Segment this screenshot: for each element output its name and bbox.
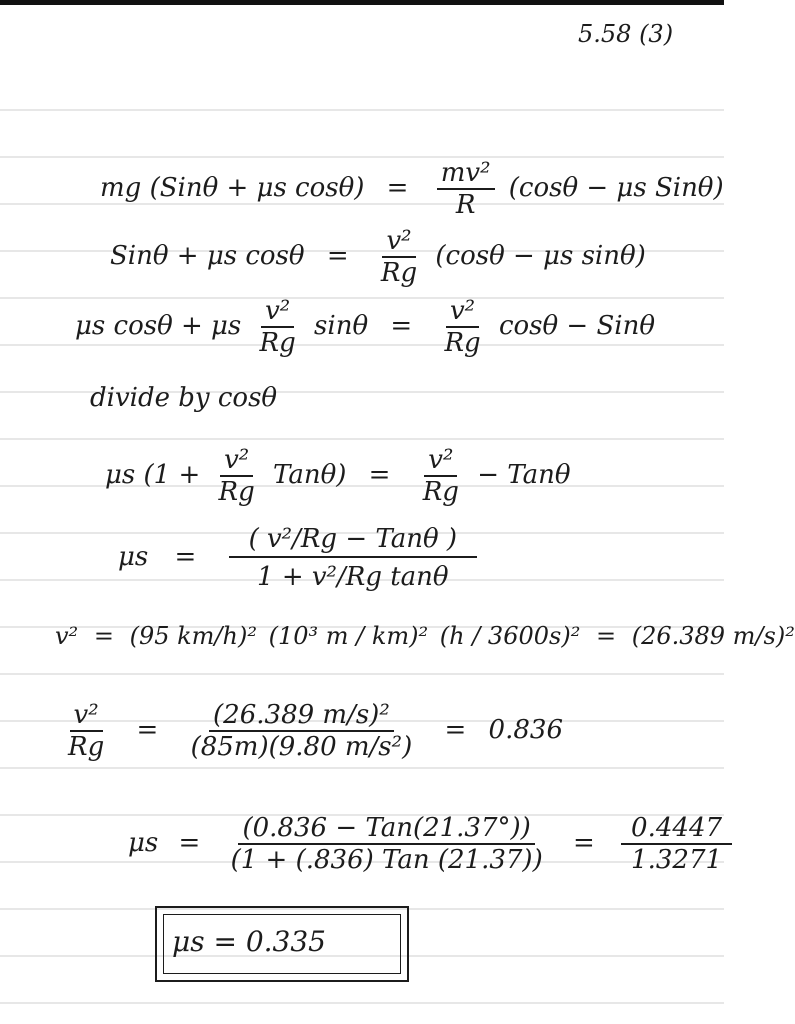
final-answer: μs = 0.335 [172,925,326,958]
eq3-fraction-1-numerator: v² [261,298,294,328]
eq9-equals-2: = [572,828,595,858]
eq9-fraction-denominator: (1 + (.836) Tan (21.37)) [230,845,543,875]
eq5-equals: = [368,460,391,490]
eq2-rhs: (cosθ − μs sinθ) [435,241,646,271]
eq8-result: 0.836 [488,715,563,745]
eq3-fraction-2-denominator: Rg [444,328,481,358]
eq8-lhs-fraction [64,702,108,760]
eq5-fraction-2 [419,447,463,505]
eq7-lhs: v² [55,622,79,650]
eq9-result-fraction [621,815,732,873]
equation-line-3 [75,298,655,356]
eq1-rhs: (cosθ − μs Sinθ) [508,173,724,203]
eq8-lhs-numerator: v² [70,702,103,732]
eq5-term-b: Tanθ) [273,460,347,490]
eq8-rhs-denominator: (85m)(9.80 m/s²) [190,732,413,762]
eq5-fraction-1 [215,447,259,505]
equation-line-8 [58,702,563,760]
eq2-equals: = [326,241,349,271]
equation-line-1 [100,160,724,218]
equation-line-9 [128,815,738,873]
eq6-fraction [229,526,477,590]
eq5-fraction-2-numerator: v² [424,447,457,477]
eq1-fraction [437,160,495,218]
eq1-equals: = [386,173,409,203]
eq5-term-c: − Tanθ [477,460,571,490]
eq9-equals: = [178,828,201,858]
eq2-fraction [377,228,421,286]
eq2-lhs: Sinθ + μs cosθ [110,241,305,271]
equation-line-7 [55,624,795,648]
eq8-rhs-numerator: (26.389 m/s)² [209,702,394,732]
eq3-fraction-2 [440,298,484,356]
instruction-divide: divide by cosθ [90,383,278,413]
eq7-equals: = [93,622,114,650]
eq5-fraction-1-numerator: v² [220,447,253,477]
eq3-fraction-2-numerator: v² [446,298,479,328]
eq8-equals-2: = [444,715,467,745]
eq6-fraction-denominator: 1 + v²/Rg tanθ [257,562,449,592]
eq9-fraction-numerator: (0.836 − Tan(21.37°)) [238,815,534,845]
eq8-equals: = [136,715,159,745]
eq9-result-numerator: 0.4447 [621,815,732,845]
eq9-fraction [227,815,547,873]
eq3-term-a: μs cosθ + μs [75,311,242,341]
eq6-lhs: μs [118,542,149,572]
eq6-fraction-numerator: ( v²/Rg − Tanθ ) [229,526,477,558]
eq9-lhs: μs [128,828,159,858]
eq5-fraction-1-denominator: Rg [218,477,255,507]
eq2-fraction-numerator: v² [382,228,415,258]
eq5-term-a: μs (1 + [105,460,201,490]
eq9-result-denominator: 1.3271 [631,845,723,875]
eq6-equals: = [174,542,197,572]
eq2-fraction-denominator: Rg [380,258,418,288]
eq1-fraction-denominator: R [455,190,476,220]
eq8-rhs-fraction [187,702,417,760]
eq5-fraction-2-denominator: Rg [422,477,459,507]
page-label: 5.58 (3) [578,20,674,48]
eq8-lhs-denominator: Rg [68,732,105,762]
eq7-factor-1: (95 km/h)² [129,622,257,650]
eq3-term-c: cosθ − Sinθ [498,311,655,341]
eq7-equals-2: = [595,622,617,650]
eq3-equals: = [390,311,413,341]
eq3-fraction-1-denominator: Rg [259,328,296,358]
equation-line-2 [110,228,646,286]
equation-line-6 [118,526,483,590]
eq3-fraction-1 [256,298,300,356]
eq1-lhs: mg (Sinθ + μs cosθ) [100,173,365,203]
eq7-factor-3: (h / 3600s)² [439,622,581,650]
eq7-result: (26.389 m/s)² [631,622,795,650]
eq7-factor-2: (10³ m / km)² [268,622,429,650]
eq1-fraction-numerator: mv² [437,160,495,190]
eq3-term-b: sinθ [314,311,369,341]
equation-line-5 [105,447,571,505]
